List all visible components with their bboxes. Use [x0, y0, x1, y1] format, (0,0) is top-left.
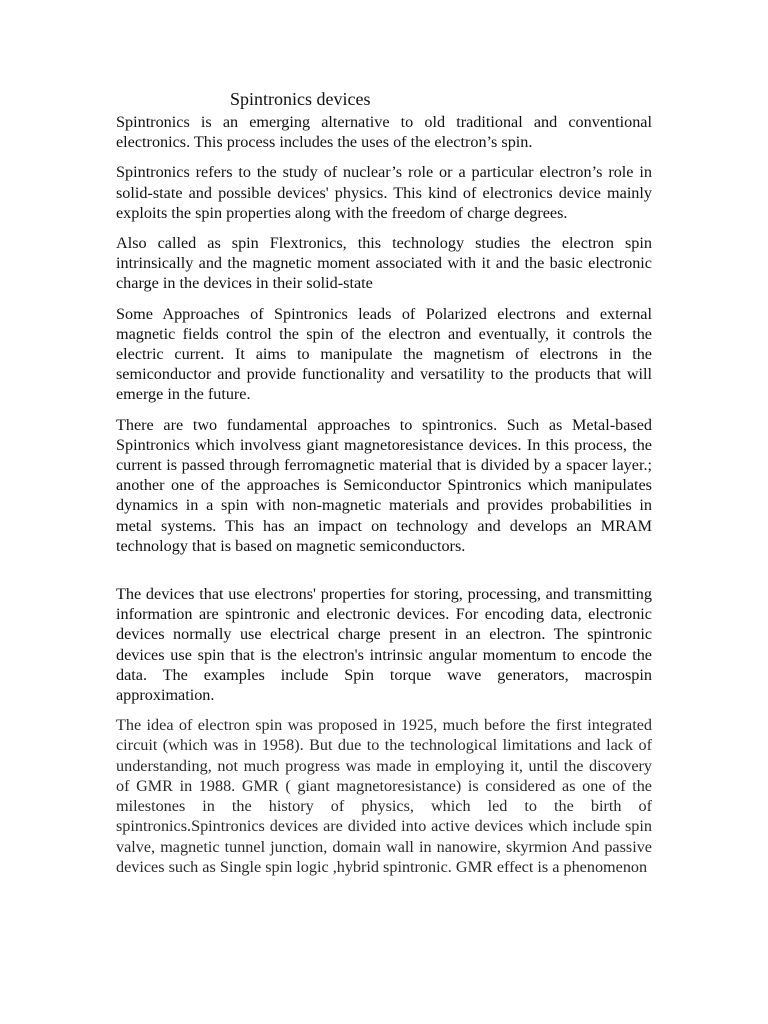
paragraph-intro: Spintronics is an emerging alternative to old traditional and conventional electronics. This process includes the uses of the electron’s spin.: [116, 113, 652, 152]
paragraph-history: The idea of electron spin was proposed in 1925, much before the first integrated circuit (which was in 1958). But due to the technological limitations and lack of understanding, not much progress was made in employing it, until the discovery of GMR in 1988. GMR ( giant magnetoresistance) is considered as one of the milestones in the history of physics, which led to the birth of spintronics.Spintronics devices are divided into active devices which include spin valve, magnetic tunnel junction, domain wall in nanowire, skyrmion And passive devices such as Single spin logic ,hybrid spintronic. GMR effect is a phenomenon: [116, 716, 652, 876]
paragraph-approaches: Some Approaches of Spintronics leads of Polarized electrons and external magnetic fields control the spin of the electron and eventually, it controls the electric current. It aims to manipulate the magnetism of electrons in the semiconductor and provide functionality and versatility to the products that will emerge in the future.: [116, 304, 652, 404]
paragraph-flextronics: Also called as spin Flextronics, this technology studies the electron spin intrinsically and the magnetic moment associated with it and the basic electronic charge in the devices in their solid-state: [116, 234, 652, 293]
document-title: Spintronics devices: [230, 89, 371, 109]
paragraph-devices: The devices that use electrons' properties for storing, processing, and transmitting information are spintronic and electronic devices. For encoding data, electronic devices normally use electrical charge present in an electron. The spintronic devices use spin that is the electron's intrinsic angular momentum to encode the data. The examples include Spin torque wave generators, macrospin approximation.: [116, 585, 652, 705]
paragraph-definition: Spintronics refers to the study of nuclear’s role or a particular electron’s role in solid-state and possible devices' physics. This kind of electronics device mainly exploits the spin properties along with the freedom of charge degrees.: [116, 163, 652, 222]
paragraph-fundamental-approaches: There are two fundamental approaches to spintronics. Such as Metal-based Spintronics which involvess giant magnetoresistance devices. In this process, the current is passed through ferromagnetic material that is divided by a spacer layer.; another one of the approaches is Semiconductor Spintronics which manipulates dynamics in a spin with non-magnetic materials and provides probabilities in metal systems. This has an impact on technology and develops an MRAM technology that is based on magnetic semiconductors.: [116, 415, 652, 555]
